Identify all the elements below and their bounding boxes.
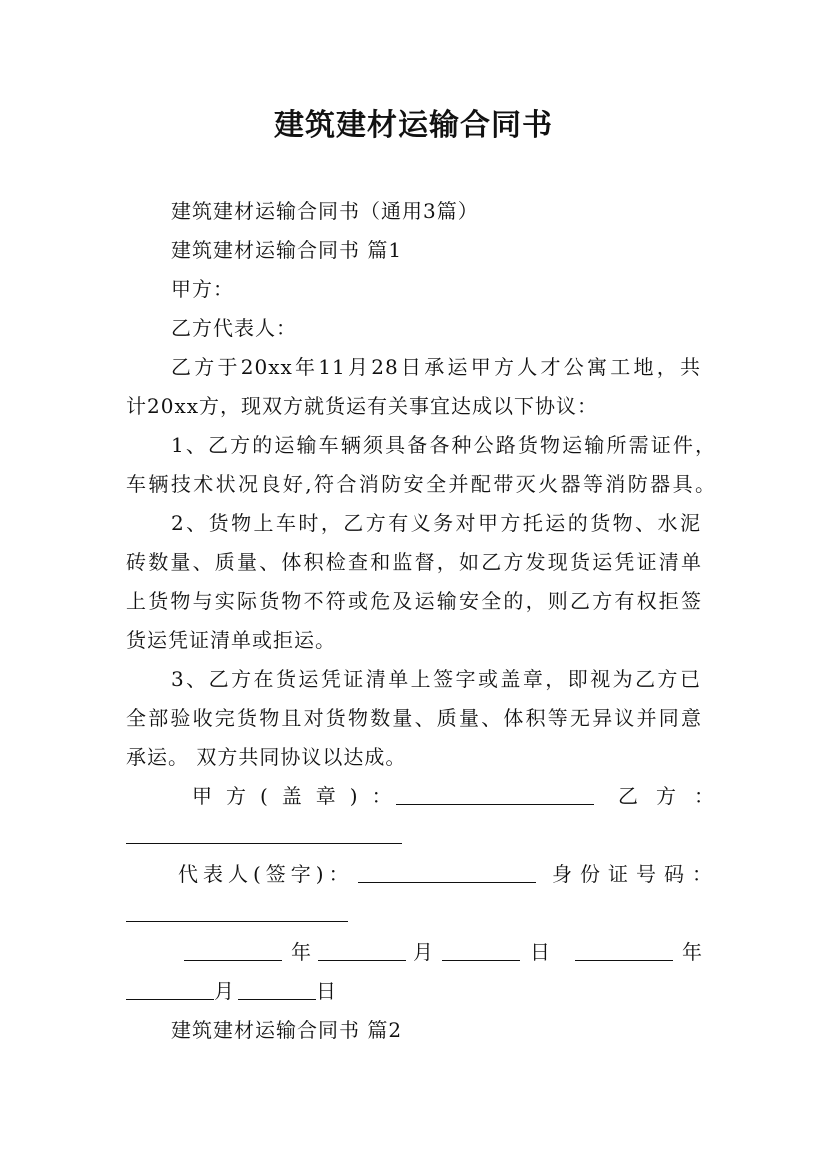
date-month-label: 月	[413, 940, 434, 964]
party-a-label: 甲方：	[171, 277, 234, 301]
clause-2-line: 上货物与实际货物不符或危及运输安全的，则乙方有权拒签	[126, 589, 702, 613]
document-title: 建筑建材运输合同书	[274, 108, 553, 143]
date-day-blank	[442, 938, 520, 961]
date-month-blank	[318, 938, 406, 961]
date2-month-blank	[126, 977, 214, 1000]
date-year-label: 年	[291, 940, 312, 964]
signature-party-a-blank	[396, 782, 594, 805]
clause-2-line: 2、货物上车时，乙方有义务对甲方托运的货物、水泥	[171, 511, 701, 535]
date2-day-label: 日	[316, 979, 337, 1003]
section-heading-1: 建筑建材运输合同书 篇1	[171, 238, 403, 262]
date2-year-blank	[575, 938, 673, 961]
date2-day-blank	[238, 977, 316, 1000]
document-subtitle: 建筑建材运输合同书（通用3篇）	[171, 199, 479, 223]
signature-party-b-blank	[126, 821, 402, 844]
signature-party-a-label: 甲方(盖章)：	[192, 784, 406, 808]
id-number-label: 身份证号码：	[552, 862, 720, 886]
clause-1-line: 车辆技术状况良好,符合消防安全并配带灭火器等消防器具。	[126, 472, 716, 496]
date2-year-label: 年	[682, 940, 703, 964]
date-year-blank	[184, 938, 282, 961]
date2-month-label: 月	[214, 979, 235, 1003]
clause-3-line: 承运。 双方共同协议以达成。	[126, 745, 407, 769]
signature-representative-label: 代表人(签字)：	[178, 862, 354, 886]
clause-2-line: 砖数量、质量、体积检查和监督，如乙方发现货运凭证清单	[126, 550, 702, 574]
clause-3-line: 3、乙方在货运凭证清单上签字或盖章，即视为乙方已	[171, 667, 701, 691]
clause-1-line: 1、乙方的运输车辆须具备各种公路货物运输所需证件，	[171, 433, 716, 457]
signature-representative-blank	[358, 860, 536, 883]
clause-3-line: 全部验收完货物且对货物数量、质量、体积等无异议并同意	[126, 706, 702, 730]
id-number-blank	[126, 899, 348, 922]
section-heading-2: 建筑建材运输合同书 篇2	[171, 1018, 403, 1042]
signature-party-b-label: 乙方：	[618, 784, 732, 808]
clause-2-line: 货运凭证清单或拒运。	[126, 628, 336, 652]
party-b-representative-label: 乙方代表人：	[171, 316, 297, 340]
paragraph-line: 计20xx方，现双方就货运有关事宜达成以下协议：	[126, 394, 599, 418]
date-day-label: 日	[530, 940, 551, 964]
paragraph-line: 乙方于20xx年11月28日承运甲方人才公寓工地，共	[171, 355, 701, 379]
